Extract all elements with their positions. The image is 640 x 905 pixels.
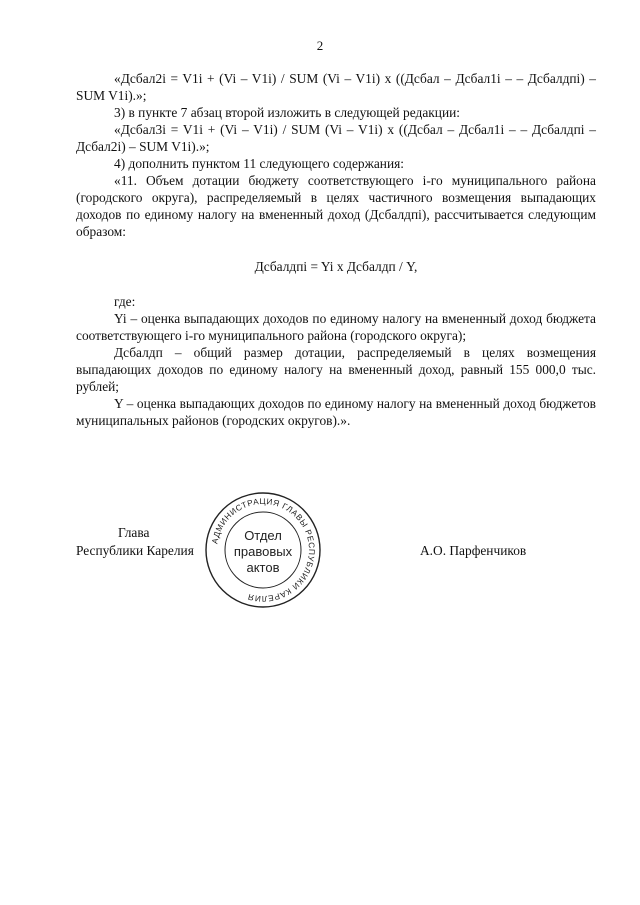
signature-name: А.О. Парфенчиков (420, 543, 527, 558)
paragraph-formula-2: «Дсбал2i = V1i + (Vi – V1i) / SUM (Vi – V1i) x ((Дсбал – Дсбал1i – – Дсбалдпi) – SUM V1i).»; (76, 71, 596, 103)
paragraph-amendment-3: 3) в пункте 7 абзац второй изложить в следующей редакции: (114, 105, 460, 120)
stamp-ring-text: АДМИНИСТРАЦИЯ ГЛАВЫ РЕСПУБЛИКИ КАРЕЛИЯ (210, 496, 317, 604)
document-body (76, 70, 596, 429)
stamp-line-3: актов (246, 560, 280, 575)
definition-yi: Yi – оценка выпадающих доходов по единому налогу на вмененный доход бюджета соответствующего i-го муниципального района (городского округа); (76, 311, 596, 343)
paragraph-point-11: «11. Объем дотации бюджету соответствующего i-го муниципального района (городского округа), распределяемый в целях частичного возмещения выпадающих доходов по единому налогу на вмененный доход (Дсбалдпi), рассчитывается следующим образом: (76, 173, 596, 239)
stamp-line-1: Отдел (244, 528, 282, 543)
stamp-line-2: правовых (233, 544, 293, 559)
page-number: 2 (316, 38, 324, 53)
official-stamp (203, 490, 323, 610)
formula-main: Дсбалдпi = Yi x Дсбалдп / Y, (254, 259, 418, 274)
where-label: где: (114, 294, 136, 309)
signature-organization: Республики Карелия (76, 543, 194, 558)
definition-y: Y – оценка выпадающих доходов по единому налогу на вмененный доход бюджетов муниципальных районов (городских округов).». (76, 396, 596, 428)
paragraph-amendment-4: 4) дополнить пунктом 11 следующего содержания: (114, 156, 405, 171)
definition-dsbaldp: Дсбалдп – общий размер дотации, распределяемый в целях возмещения выпадающих доходов по единому налогу на вмененный доход, равный 155 000,0 тыс. рублей; (76, 345, 596, 394)
signature-title: Глава (118, 525, 150, 540)
paragraph-formula-3: «Дсбал3i = V1i + (Vi – V1i) / SUM (Vi – V1i) x ((Дсбал – Дсбал1i – – Дсбалдпi – Дсбал2i) – SUM V1i).»; (76, 122, 596, 154)
